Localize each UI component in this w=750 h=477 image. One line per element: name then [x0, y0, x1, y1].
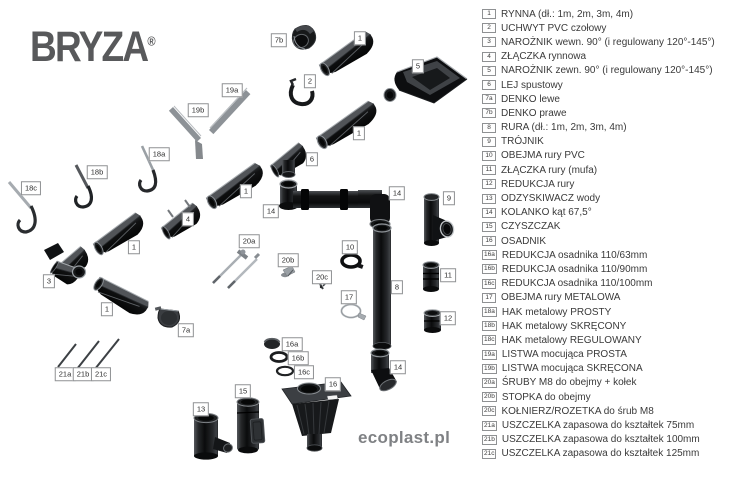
legend-item-number: 16a: [484, 251, 495, 259]
legend-item-number: 16b: [484, 265, 495, 273]
legend-item-label: TRÓJNIK: [501, 136, 544, 148]
part-label-6: 6: [306, 152, 318, 166]
part-label-19a: 19a: [222, 83, 243, 97]
legend-item-label: LISTWA mocująca PROSTA: [501, 349, 627, 361]
legend-item-20b: [482, 390, 748, 404]
part-label-12: 12: [440, 311, 456, 325]
legend-item-16b: [482, 262, 748, 276]
legend-item-number: 18c: [484, 336, 495, 344]
part-label-18c: 18c: [21, 181, 41, 195]
part-label-15: 15: [235, 384, 251, 398]
part-label-20a: 20a: [239, 234, 260, 248]
legend-item-2: [482, 21, 748, 35]
legend-item-label: NAROŻNIK zewn. 90° (i regulowany 120°-145°): [501, 65, 713, 77]
legend-item-label: USZCZELKA zapasowa do kształtek 100mm: [501, 434, 700, 446]
legend-item-label: OSADNIK: [501, 235, 547, 247]
legend-item-label: UCHWYT PVC czołowy: [501, 22, 607, 34]
part-label-7b: 7b: [271, 33, 287, 47]
legend-item-20c: [482, 404, 748, 418]
legend-item-number: 21a: [484, 421, 495, 429]
registered-mark: ®: [147, 33, 156, 49]
legend-item-3: [482, 35, 748, 49]
part-label-16: 16: [325, 377, 341, 391]
part-label-16b: 16b: [288, 351, 309, 365]
legend-item-number: 20c: [484, 407, 495, 415]
legend-item-number: 10: [482, 151, 496, 161]
legend-item-16c: [482, 277, 748, 291]
legend-item-label: USZCZELKA zapasowa do kształtek 75mm: [501, 420, 695, 432]
part-label-18b: 18b: [87, 165, 108, 179]
part-label-17: 17: [341, 290, 357, 304]
legend-item-21c: [482, 447, 748, 461]
legend-item-number: 19a: [484, 350, 495, 358]
part-label-11: 11: [440, 268, 456, 282]
legend-item-21b: [482, 433, 748, 447]
legend-item-label: REDUKCJA osadnika 110/63mm: [501, 249, 648, 261]
legend-item-9: [482, 135, 748, 149]
part-label-14: 14: [263, 204, 279, 218]
legend-item-number: 21b: [484, 435, 495, 443]
legend-item-label: REDUKCJA osadnika 110/100mm: [501, 278, 653, 290]
legend-item-number: 7b: [482, 108, 496, 118]
legend-item-7a: [482, 92, 748, 106]
legend-item-number: 18a: [484, 308, 495, 316]
legend-item-19b: [482, 362, 748, 376]
legend-item-number: 7a: [482, 94, 496, 104]
part-label-18a: 18a: [149, 147, 170, 161]
part-label-19b: 19b: [188, 103, 209, 117]
legend-item-number: 11: [482, 165, 496, 175]
legend-item-label: DENKO lewe: [501, 93, 560, 105]
legend-item-number: 16: [482, 236, 496, 246]
part-label-14: 14: [390, 360, 406, 374]
part-label-8: 8: [391, 280, 403, 294]
legend-item-number: 17: [482, 293, 496, 303]
legend-item-label: STOPKA do obejmy: [501, 391, 591, 403]
legend-item-number: 20b: [484, 393, 495, 401]
legend-item-number: 5: [482, 66, 496, 76]
legend-item-label: ODZYSKIWACZ wody: [501, 193, 601, 205]
legend-item-number: 2: [482, 23, 496, 33]
legend-item-15: [482, 220, 748, 234]
legend-item-label: LEJ spustowy: [501, 79, 563, 91]
legend-item-number: 19b: [484, 364, 495, 372]
part-label-21c: 21c: [91, 367, 111, 381]
legend-item-8: [482, 121, 748, 135]
part-label-14: 14: [389, 186, 405, 200]
legend-item-label: OBEJMA rury PVC: [501, 150, 585, 162]
legend-item-label: RURA (dł.: 1m, 2m, 3m, 4m): [501, 122, 627, 134]
legend-item-number: 16c: [484, 279, 495, 287]
part-label-2: 2: [304, 74, 316, 88]
part-label-1: 1: [354, 31, 366, 45]
legend-item-12: [482, 177, 748, 191]
legend-item-19a: [482, 348, 748, 362]
part-label-10: 10: [342, 240, 358, 254]
part-label-1: 1: [353, 126, 365, 140]
part-label-16c: 16c: [294, 365, 314, 379]
legend: [482, 7, 748, 461]
legend-item-number: 21c: [484, 449, 495, 457]
legend-item-18a: [482, 305, 748, 319]
legend-item-17: [482, 291, 748, 305]
legend-item-label: REDUKCJA rury: [501, 178, 575, 190]
legend-item-14: [482, 206, 748, 220]
legend-item-number: 12: [482, 179, 496, 189]
part-label-9: 9: [443, 191, 455, 205]
legend-item-label: DENKO prawe: [501, 107, 567, 119]
legend-item-16: [482, 234, 748, 248]
legend-item-label: ZŁĄCZKA rury (mufa): [501, 164, 598, 176]
brand-logo: [30, 23, 156, 71]
legend-item-5: [482, 64, 748, 78]
legend-item-label: HAK metalowy REGULOWANY: [501, 334, 642, 346]
legend-item-label: KOŁNIERZ/ROZETKA do śrub M8: [501, 405, 654, 417]
legend-item-number: 14: [482, 208, 496, 218]
legend-item-18c: [482, 333, 748, 347]
legend-item-label: CZYSZCZAK: [501, 221, 561, 233]
legend-item-number: 13: [482, 194, 496, 204]
legend-item-10: [482, 149, 748, 163]
legend-item-20a: [482, 376, 748, 390]
legend-item-4: [482, 50, 748, 64]
part-label-13: 13: [193, 402, 209, 416]
legend-item-label: ŚRUBY M8 do obejmy + kołek: [501, 377, 637, 389]
part-label-4: 4: [182, 212, 194, 226]
part-label-21a: 21a: [55, 367, 76, 381]
part-label-1: 1: [128, 240, 140, 254]
legend-item-number: 9: [482, 137, 496, 147]
watermark-text: ecoplast.pl: [358, 428, 451, 447]
legend-item-number: 3: [482, 37, 496, 47]
legend-item-label: HAK metalowy PROSTY: [501, 306, 612, 318]
legend-item-label: USZCZELKA zapasowa do kształtek 125mm: [501, 448, 700, 460]
legend-item-label: ZŁĄCZKA rynnowa: [501, 51, 587, 63]
legend-item-number: 6: [482, 80, 496, 90]
part-label-1: 1: [101, 302, 113, 316]
legend-item-1: [482, 7, 748, 21]
legend-item-number: 4: [482, 52, 496, 62]
legend-item-21a: [482, 418, 748, 432]
legend-item-label: KOLANKO kąt 67,5°: [501, 207, 592, 219]
part-label-1: 1: [240, 184, 252, 198]
legend-item-label: HAK metalowy SKRĘCONY: [501, 320, 627, 332]
legend-item-label: REDUKCJA osadnika 110/90mm: [501, 263, 648, 275]
legend-item-label: RYNNA (dł.: 1m, 2m, 3m, 4m): [501, 8, 634, 20]
legend-item-number: 1: [482, 9, 496, 19]
legend-item-18b: [482, 319, 748, 333]
legend-item-number: 8: [482, 123, 496, 133]
brand-name: BRYZA: [30, 23, 148, 71]
legend-item-13: [482, 191, 748, 205]
legend-item-16a: [482, 248, 748, 262]
part-label-5: 5: [412, 59, 424, 73]
legend-item-label: NAROŻNIK wewn. 90° (i regulowany 120°-145°): [501, 36, 715, 48]
legend-item-number: 15: [482, 222, 496, 232]
legend-item-7b: [482, 106, 748, 120]
legend-item-label: OBEJMA rury METALOWA: [501, 292, 621, 304]
legend-item-number: 18b: [484, 322, 495, 330]
part-label-21b: 21b: [73, 367, 94, 381]
legend-item-6: [482, 78, 748, 92]
legend-item-number: 20a: [484, 378, 495, 386]
part-label-20c: 20c: [312, 270, 332, 284]
part-label-16a: 16a: [282, 337, 303, 351]
part-label-3: 3: [43, 274, 55, 288]
legend-item-label: LISTWA mocująca SKRĘCONA: [501, 363, 643, 375]
legend-item-11: [482, 163, 748, 177]
part-label-20b: 20b: [278, 253, 299, 267]
part-label-7a: 7a: [178, 323, 194, 337]
